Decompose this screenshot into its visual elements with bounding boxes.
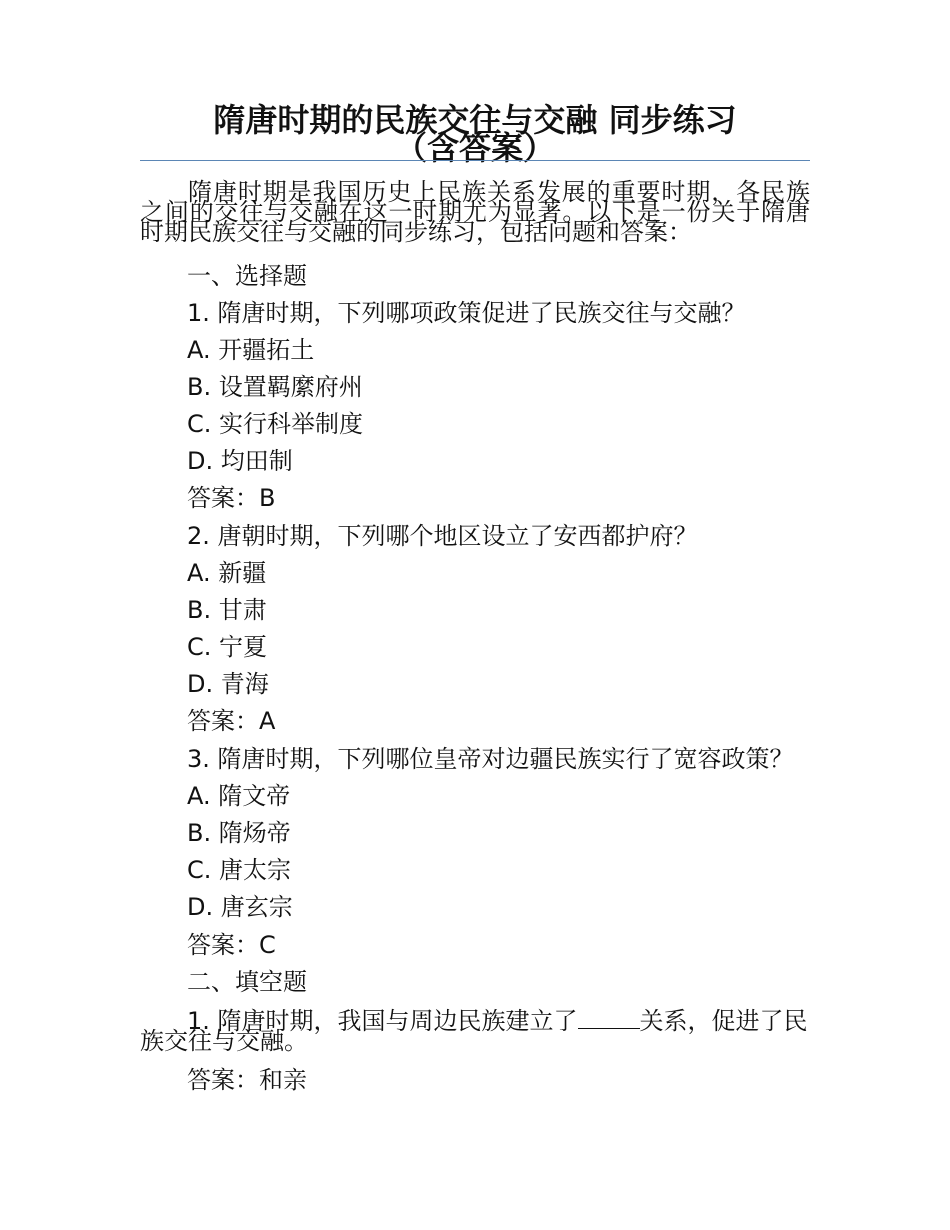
q1-option-d: D. 均田制 <box>187 447 293 475</box>
title-line-1: 隋唐时期的民族交往与交融 同步练习 <box>213 101 737 139</box>
fill-q1-text-after: 关系，促进了民族交往与交融。 <box>140 1007 808 1055</box>
q2-option-c: C. 宁夏 <box>187 633 268 661</box>
question-3: 3. 隋唐时期，下列哪位皇帝对边疆民族实行了宽容政策？ <box>187 745 794 773</box>
q1-option-c: C. 实行科举制度 <box>187 410 364 438</box>
fill-question-1 <box>140 1007 810 1055</box>
question-1: 1. 隋唐时期，下列哪项政策促进了民族交往与交融？ <box>187 299 746 327</box>
q2-answer: 答案：A <box>187 707 276 735</box>
answer-blank <box>578 1010 640 1029</box>
q3-option-c: C. 唐太宗 <box>187 856 292 884</box>
q3-option-b: B. 隋炀帝 <box>187 819 291 847</box>
q3-answer: 答案：C <box>187 931 276 959</box>
fill-q1-text-before: 1. 隋唐时期，我国与周边民族建立了 <box>187 1007 578 1035</box>
section-heading-choice: 一、选择题 <box>187 262 307 290</box>
title-line-2: （含答案） <box>394 129 555 167</box>
section-heading-fill: 二、填空题 <box>187 968 307 996</box>
q1-option-a: A. 开疆拓土 <box>187 336 315 364</box>
q1-answer: 答案：B <box>187 484 276 512</box>
q3-option-a: A. 隋文帝 <box>187 782 291 810</box>
q2-option-b: B. 甘肃 <box>187 596 267 624</box>
fill-q1-answer: 答案：和亲 <box>187 1066 307 1094</box>
q2-option-a: A. 新疆 <box>187 559 267 587</box>
q1-option-b: B. 设置羁縻府州 <box>187 373 363 401</box>
title-divider <box>140 160 810 161</box>
intro-paragraph: 隋唐时期是我国历史上民族关系发展的重要时期，各民族之间的交往与交融在这一时期尤为显著。以下是一份关于隋唐时期民族交往与交融的同步练习，包括问题和答案： <box>140 178 810 246</box>
question-2: 2. 唐朝时期，下列哪个地区设立了安西都护府？ <box>187 522 698 550</box>
q2-option-d: D. 青海 <box>187 670 269 698</box>
q3-option-d: D. 唐玄宗 <box>187 893 293 921</box>
document-title <box>140 101 810 167</box>
